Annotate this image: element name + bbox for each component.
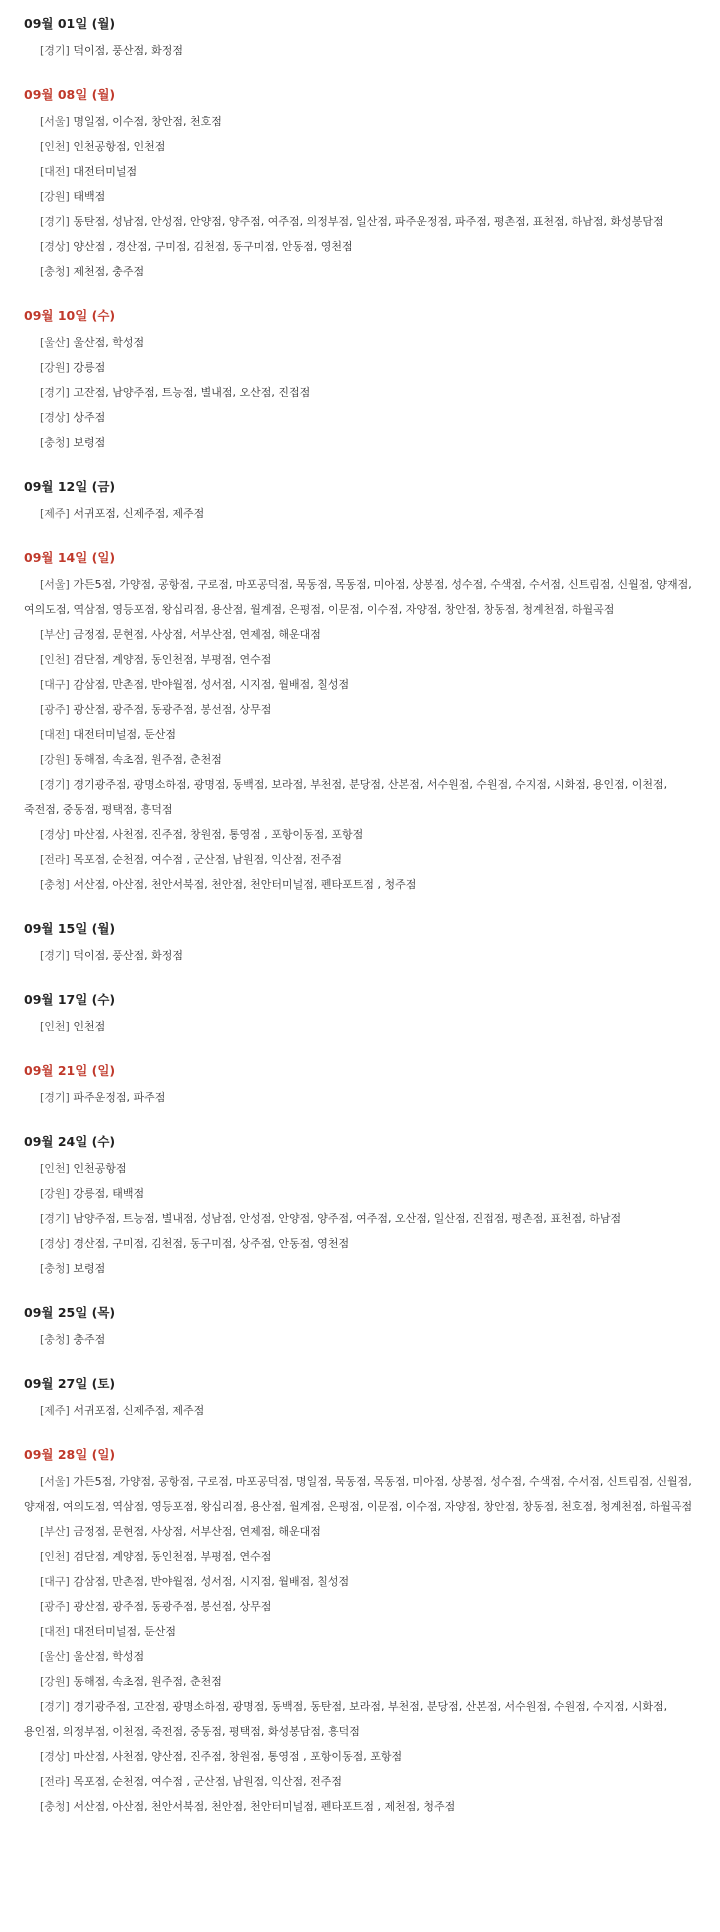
region-tag: [서울] [40,578,70,591]
schedule-day [24,990,706,1039]
region-store-line [24,38,706,63]
store-list: 대전터미널점, 둔산점 [73,728,176,741]
store-list: 경기광주점, 광명소하점, 광명점, 동백점, 보라점, 부천점, 분당점, 산본점, 서수원점, 수원점, 수지점, 시화점, 용인점, 이천점, 죽전점, 중동점, 평택점, 흥덕점 [24,778,668,816]
store-list: 양산점 , 경산점, 구미점, 김천점, 동구미점, 안동점, 영천점 [73,240,353,253]
store-list: 강릉점, 태백점 [73,1187,145,1200]
region-store-line [24,722,706,747]
region-store-line [24,1181,706,1206]
region-tag: [경상] [40,1237,70,1250]
region-tag: [충청] [40,265,70,278]
region-tag: [경기] [40,215,70,228]
region-tag: [경기] [40,949,70,962]
store-list: 울산점, 학성점 [73,1650,145,1663]
schedule-date: 09월 24일 (수) [24,1134,116,1149]
region-store-line [24,647,706,672]
store-list: 감삼점, 만촌점, 반야월점, 성서점, 시지점, 월배점, 칠성점 [73,678,350,691]
region-store-line [24,1794,706,1819]
store-list: 마산점, 사천점, 양산점, 진주점, 창원점, 통영점 , 포항이동점, 포항점 [73,1750,403,1763]
region-store-line [24,109,706,134]
region-store-line [24,234,706,259]
store-list: 광산점, 광주점, 동광주점, 봉선점, 상무점 [73,1600,272,1613]
store-list: 제천점, 충주점 [73,265,145,278]
region-tag: [경상] [40,411,70,424]
region-store-line [24,1594,706,1619]
schedule-day [24,477,706,526]
schedule-day [24,85,706,284]
region-store-line [24,330,706,355]
region-tag: [충청] [40,1800,70,1813]
schedule-day [24,1132,706,1281]
schedule-date: 09월 14일 (일) [24,550,116,565]
schedule-day [24,1445,706,1819]
schedule-date: 09월 27일 (토) [24,1376,116,1391]
region-tag: [충청] [40,436,70,449]
store-list: 덕이점, 풍산점, 화정점 [73,949,183,962]
region-store-line [24,1569,706,1594]
region-store-line [24,1544,706,1569]
region-store-line [24,1769,706,1794]
region-store-line [24,847,706,872]
region-tag: [인천] [40,1550,70,1563]
schedule-date: 09월 15일 (월) [24,921,116,936]
region-store-line [24,1744,706,1769]
region-store-line [24,943,706,968]
region-tag: [강원] [40,1675,70,1688]
region-tag: [경기] [40,44,70,57]
region-tag: [인천] [40,653,70,666]
region-tag: [제주] [40,507,70,520]
region-store-line [24,772,706,822]
store-list: 상주점 [73,411,106,424]
region-store-line [24,1669,706,1694]
region-tag: [강원] [40,1187,70,1200]
region-tag: [경기] [40,386,70,399]
region-store-line [24,184,706,209]
region-store-line [24,1327,706,1352]
store-list: 경기광주점, 고잔점, 광명소하점, 광명점, 동백점, 동탄점, 보라점, 부천점, 분당점, 산본점, 서수원점, 수원점, 수지점, 시화점, 용인점, 의정부점, 이천점, 죽전점, 중동점, 평택점, 화성봉담점, 흥덕점 [24,1700,668,1738]
region-store-line [24,209,706,234]
store-list: 가든5점, 가양점, 공항점, 구로점, 마포공덕점, 묵동점, 목동점, 미아점, 상봉점, 성수점, 수색점, 수서점, 신트림점, 신월점, 양재점, 여의도점, 역삼점, 영등포점, 왕십리점, 용산점, 월계점, 은평점, 이문점, 이수점, 자양점, 창안점, 창동점, 청계천점, 하월곡점 [24,578,692,616]
region-tag: [부산] [40,628,70,641]
store-list: 인천공항점, 인천점 [73,140,166,153]
store-list: 인천공항점 [73,1162,127,1175]
store-list: 감삼점, 만촌점, 반야월점, 성서점, 시지점, 월배점, 칠성점 [73,1575,350,1588]
store-list: 금정점, 문현점, 사상점, 서부산점, 연제점, 해운대점 [73,628,321,641]
region-store-line [24,1206,706,1231]
region-store-line [24,1398,706,1423]
store-list: 고잔점, 남양주점, 트능점, 별내점, 오산점, 진접점 [73,386,311,399]
region-tag: [인천] [40,1020,70,1033]
region-tag: [제주] [40,1404,70,1417]
store-list: 광산점, 광주점, 동광주점, 봉선점, 상무점 [73,703,272,716]
region-tag: [울산] [40,336,70,349]
store-list: 태백점 [73,190,106,203]
region-store-line [24,134,706,159]
schedule-date: 09월 01일 (월) [24,16,116,31]
region-tag: [서울] [40,1475,70,1488]
region-store-line [24,1085,706,1110]
schedule-date: 09월 10일 (수) [24,308,116,323]
region-tag: [경기] [40,778,70,791]
region-tag: [대전] [40,1625,70,1638]
store-list: 검단점, 계양점, 동인천점, 부평점, 연수점 [73,1550,272,1563]
store-list: 보령점 [73,1262,106,1275]
region-tag: [경기] [40,1700,70,1713]
schedule-day [24,919,706,968]
store-list: 동탄점, 성남점, 안성점, 안양점, 양주점, 여주점, 의정부점, 일산점, 파주운정점, 파주점, 평촌점, 표천점, 하남점, 화성봉담점 [73,215,664,228]
region-tag: [경상] [40,240,70,253]
schedule-day [24,306,706,455]
region-tag: [대전] [40,728,70,741]
region-tag: [충청] [40,1262,70,1275]
region-store-line [24,1156,706,1181]
store-list: 서산점, 아산점, 천안서북점, 천안점, 천안터미널점, 펜타포트점 , 청주점 [73,878,417,891]
region-tag: [충청] [40,878,70,891]
store-list: 대전터미널점 [73,165,138,178]
schedule-date: 09월 17일 (수) [24,992,116,1007]
region-store-line [24,1519,706,1544]
schedule-date: 09월 12일 (금) [24,479,116,494]
region-tag: [충청] [40,1333,70,1346]
region-tag: [경상] [40,828,70,841]
store-list: 명일점, 이수점, 창안점, 천호점 [73,115,222,128]
schedule-date: 09월 28일 (일) [24,1447,116,1462]
region-store-line [24,501,706,526]
region-tag: [전라] [40,1775,70,1788]
store-list: 충주점 [73,1333,106,1346]
region-store-line [24,430,706,455]
region-tag: [울산] [40,1650,70,1663]
store-list: 검단점, 계양점, 동인천점, 부평점, 연수점 [73,653,272,666]
store-list: 대전터미널점, 둔산점 [73,1625,176,1638]
store-list: 마산점, 사천점, 진주점, 창원점, 통영점 , 포항이동점, 포항점 [73,828,364,841]
schedule-date: 09월 08일 (월) [24,87,116,102]
region-store-line [24,872,706,897]
region-store-line [24,1469,706,1519]
region-tag: [대구] [40,678,70,691]
region-store-line [24,355,706,380]
region-tag: [경기] [40,1091,70,1104]
schedule-date: 09월 25일 (목) [24,1305,116,1320]
store-list: 가든5점, 가양점, 공항점, 구로점, 마포공덕점, 명일점, 묵동점, 목동점, 미아점, 상봉점, 성수점, 수색점, 수서점, 신트림점, 신월점, 양재점, 여의도점, 역삼점, 영등포점, 왕십리점, 용산점, 월계점, 은평점, 이문점, 이수점, 자양점, 창안점, 창동점, 천호점, 청계천점, 하월곡점 [24,1475,693,1513]
region-store-line [24,572,706,622]
schedule-day [24,14,706,63]
store-list: 울산점, 학성점 [73,336,145,349]
store-list: 파주운정점, 파주점 [73,1091,166,1104]
region-tag: [경상] [40,1750,70,1763]
region-store-line [24,1644,706,1669]
region-store-line [24,747,706,772]
region-store-line [24,822,706,847]
region-tag: [광주] [40,1600,70,1613]
store-list: 덕이점, 풍산점, 화정점 [73,44,183,57]
region-store-line [24,622,706,647]
region-tag: [경기] [40,1212,70,1225]
schedule-day [24,548,706,897]
region-tag: [서울] [40,115,70,128]
store-list: 서산점, 아산점, 천안서북점, 천안점, 천안터미널점, 펜타포트점 , 제천점, 청주점 [73,1800,456,1813]
schedule-day [24,1303,706,1352]
region-tag: [인천] [40,1162,70,1175]
store-list: 서귀포점, 신제주점, 제주점 [73,1404,205,1417]
region-store-line [24,1619,706,1644]
schedule-day [24,1061,706,1110]
region-tag: [광주] [40,703,70,716]
region-store-line [24,1256,706,1281]
region-store-line [24,1014,706,1039]
region-store-line [24,405,706,430]
region-tag: [대전] [40,165,70,178]
store-list: 남양주점, 트능점, 별내점, 성남점, 안성점, 안양점, 양주점, 여주점, 오산점, 일산점, 진접점, 평촌점, 표천점, 하남점 [73,1212,622,1225]
region-tag: [인천] [40,140,70,153]
region-store-line [24,697,706,722]
region-store-line [24,1694,706,1744]
store-list: 강릉점 [73,361,106,374]
region-store-line [24,380,706,405]
schedule-day [24,1374,706,1423]
region-tag: [대구] [40,1575,70,1588]
store-list: 금정점, 문현점, 사상점, 서부산점, 연제점, 해운대점 [73,1525,321,1538]
store-list: 서귀포점, 신제주점, 제주점 [73,507,205,520]
region-store-line [24,259,706,284]
region-tag: [부산] [40,1525,70,1538]
region-store-line [24,159,706,184]
store-list: 동해점, 속초점, 원주점, 춘천점 [73,1675,222,1688]
region-tag: [강원] [40,361,70,374]
region-tag: [강원] [40,753,70,766]
region-store-line [24,672,706,697]
store-list: 동해점, 속초점, 원주점, 춘천점 [73,753,222,766]
store-list: 인천점 [73,1020,106,1033]
store-list: 경산점, 구미점, 김천점, 동구미점, 상주점, 안동점, 영천점 [73,1237,350,1250]
store-list: 보령점 [73,436,106,449]
region-tag: [강원] [40,190,70,203]
store-list: 목포점, 순천점, 여수점 , 군산점, 남원점, 익산점, 전주점 [73,1775,342,1788]
store-list: 목포점, 순천점, 여수점 , 군산점, 남원점, 익산점, 전주점 [73,853,342,866]
schedule-date: 09월 21일 (일) [24,1063,116,1078]
region-store-line [24,1231,706,1256]
region-tag: [전라] [40,853,70,866]
